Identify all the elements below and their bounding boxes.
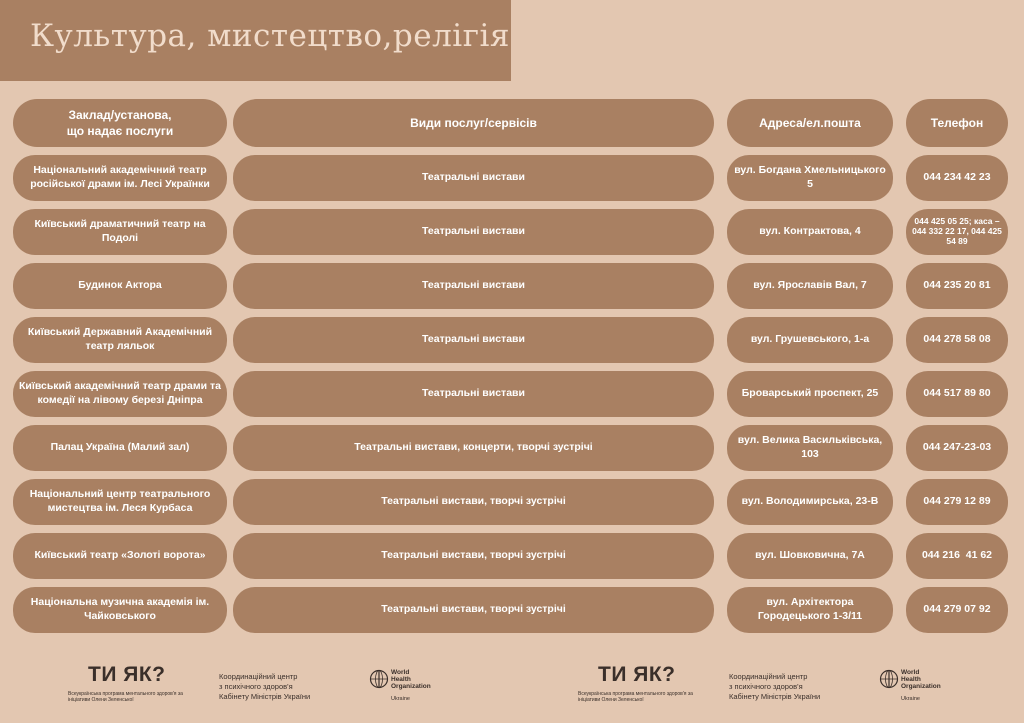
row-7-institution: Національний центр театрального мистецтва ім. Леся Курбаса [13,479,227,525]
brand-logo [598,663,676,687]
row-8-institution: Київський театр «Золоті ворота» [13,533,227,579]
title-band [0,0,511,81]
row-1-institution: Національний академічний театр російської драми ім. Лесі Українки [13,155,227,201]
row-5-address: Броварський проспект, 25 [727,371,893,417]
row-1-services: Театральні вистави [233,155,714,201]
brand-subtitle: Всеукраїнська програма ментального здоров'я за ініціативи Олени Зеленської [578,691,693,703]
page-title: Культура, мистецтво,релігія [30,18,510,54]
who-logo: World Health Organization Ukraine [369,669,429,709]
row-4-institution: Київський Державний Академічний театр ляльок [13,317,227,363]
row-6-institution: Палац Україна (Малий зал) [13,425,227,471]
row-6-address: вул. Велика Васильківська, 103 [727,425,893,471]
coordination-center: Координаційний центр з психічного здоров'я Кабінету Міністрів України [729,672,821,702]
row-8-address: вул. Шовковична, 7А [727,533,893,579]
who-logo: World Health Organization Ukraine [879,669,939,709]
header-services: Види послуг/сервісів [233,99,714,147]
row-9-institution: Національна музична академія ім. Чайковського [13,587,227,633]
row-2-services: Театральні вистави [233,209,714,255]
row-3-address: вул. Ярославів Вал, 7 [727,263,893,309]
row-7-phone: 044 279 12 89 [906,479,1008,525]
row-9-address: вул. Архітектора Городецького 1-3/11 [727,587,893,633]
row-9-services: Театральні вистави, творчі зустрічі [233,587,714,633]
row-7-services: Театральні вистави, творчі зустрічі [233,479,714,525]
row-6-phone: 044 247-23-03 [906,425,1008,471]
row-4-phone: 044 278 58 08 [906,317,1008,363]
row-3-services: Театральні вистави [233,263,714,309]
row-4-services: Театральні вистави [233,317,714,363]
row-4-address: вул. Грушевського, 1-а [727,317,893,363]
row-1-address: вул. Богдана Хмельницького 5 [727,155,893,201]
row-3-institution: Будинок Актора [13,263,227,309]
row-2-phone: 044 425 05 25; каса – 044 332 22 17, 044 425 54 89 [906,209,1008,255]
row-3-phone: 044 235 20 81 [906,263,1008,309]
row-7-address: вул. Володимирська, 23-В [727,479,893,525]
row-2-institution: Київський драматичний театр на Подолі [13,209,227,255]
row-8-services: Театральні вистави, творчі зустрічі [233,533,714,579]
brand-name: ТИ ЯК? [88,663,166,686]
row-1-phone: 044 234 42 23 [906,155,1008,201]
header-phone: Телефон [906,99,1008,147]
header-address: Адреса/ел.пошта [727,99,893,147]
brand-subtitle: Всеукраїнська програма ментального здоров'я за ініціативи Олени Зеленської [68,691,183,703]
row-2-address: вул. Контрактова, 4 [727,209,893,255]
who-emblem-icon [369,669,389,689]
row-9-phone: 044 279 07 92 [906,587,1008,633]
brand-logo [88,663,166,687]
row-5-phone: 044 517 89 80 [906,371,1008,417]
row-8-phone: 044 216 41 62 [906,533,1008,579]
coordination-center: Координаційний центр з психічного здоров'я Кабінету Міністрів України [219,672,311,702]
brand-name: ТИ ЯК? [598,663,676,686]
row-5-institution: Київський академічний театр драми та комедії на лівому березі Дніпра [13,371,227,417]
row-5-services: Театральні вистави [233,371,714,417]
row-6-services: Театральні вистави, концерти, творчі зустрічі [233,425,714,471]
header-institution: Заклад/установа, що надає послуги [13,99,227,147]
who-emblem-icon [879,669,899,689]
